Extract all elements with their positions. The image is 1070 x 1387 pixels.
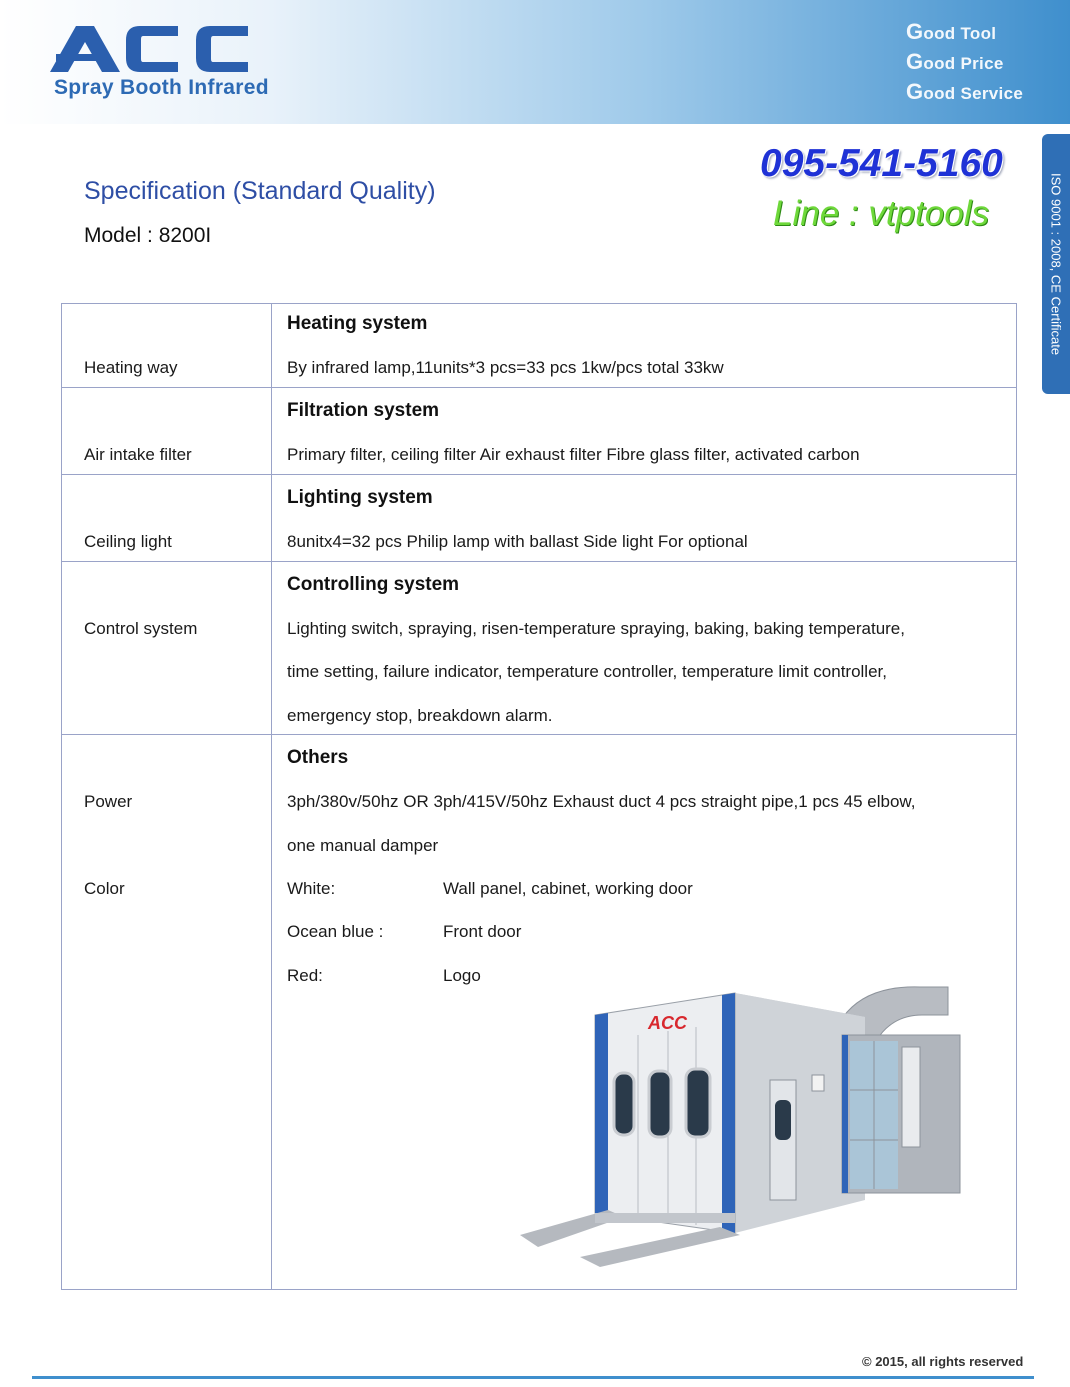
model-number: Model : 8200I xyxy=(84,224,212,247)
row-divider xyxy=(62,561,1016,562)
color-value: Wall panel, cabinet, working door xyxy=(443,879,693,898)
section-title-lighting: Lighting system xyxy=(287,487,433,508)
section-title-others: Others xyxy=(287,747,349,768)
value-control-line: Lighting switch, spraying, risen-temperature spraying, baking, baking temperature, xyxy=(287,619,905,638)
row-divider xyxy=(62,734,1016,735)
phone-number[interactable]: 095-541-5160 xyxy=(760,142,1003,185)
label-control-system: Control system xyxy=(84,619,198,638)
color-name: White: xyxy=(287,879,336,898)
color-value: Logo xyxy=(443,966,481,985)
acc-logo xyxy=(50,24,260,76)
value-control-line: emergency stop, breakdown alarm. xyxy=(287,706,553,725)
section-title-filtration: Filtration system xyxy=(287,400,440,421)
spray-booth-photo xyxy=(520,985,980,1270)
value-power-line: one manual damper xyxy=(287,836,439,855)
booth-logo: ACC xyxy=(648,1013,687,1033)
copyright: © 2015, all rights reserved xyxy=(862,1354,1024,1369)
value-heating-way: By infrared lamp,11units*3 pcs=33 pcs 1kw/pcs total 33kw xyxy=(287,358,724,377)
color-name: Red: xyxy=(287,966,323,985)
slogan-item: Good Price xyxy=(906,49,1004,74)
brand-subtitle: Spray Booth Infrared xyxy=(54,76,269,99)
value-ceiling-light: 8unitx4=32 pcs Philip lamp with ballast Side light For optional xyxy=(287,532,748,551)
line-contact[interactable]: Line : vtptools xyxy=(773,194,989,233)
section-title-heating: Heating system xyxy=(287,313,428,334)
column-divider xyxy=(271,304,272,1289)
section-title-control: Controlling system xyxy=(287,574,460,595)
label-power: Power xyxy=(84,792,133,811)
footer-divider xyxy=(32,1376,1034,1379)
label-air-intake-filter: Air intake filter xyxy=(84,445,192,464)
value-power-line: 3ph/380v/50hz OR 3ph/415V/50hz Exhaust duct 4 pcs straight pipe,1 pcs 45 elbow, xyxy=(287,792,916,811)
slogan-list xyxy=(906,18,1023,108)
row-divider xyxy=(62,474,1016,475)
row-divider xyxy=(62,387,1016,388)
value-air-intake-filter: Primary filter, ceiling filter Air exhaust filter Fibre glass filter, activated carbon xyxy=(287,445,860,464)
label-heating-way: Heating way xyxy=(84,358,178,377)
page-title: Specification (Standard Quality) xyxy=(84,177,436,205)
value-control-line: time setting, failure indicator, temperature controller, temperature limit controller, xyxy=(287,662,887,681)
slogan-item: Good Tool xyxy=(906,19,997,44)
label-ceiling-light: Ceiling light xyxy=(84,532,172,551)
certificate-text: ISO 9001 : 2008, CE Certificate xyxy=(1048,172,1064,356)
color-name: Ocean blue : xyxy=(287,922,384,941)
label-color: Color xyxy=(84,879,125,898)
header-banner xyxy=(0,0,1070,124)
slogan-item: Good Service xyxy=(906,79,1024,104)
color-value: Front door xyxy=(443,922,522,941)
